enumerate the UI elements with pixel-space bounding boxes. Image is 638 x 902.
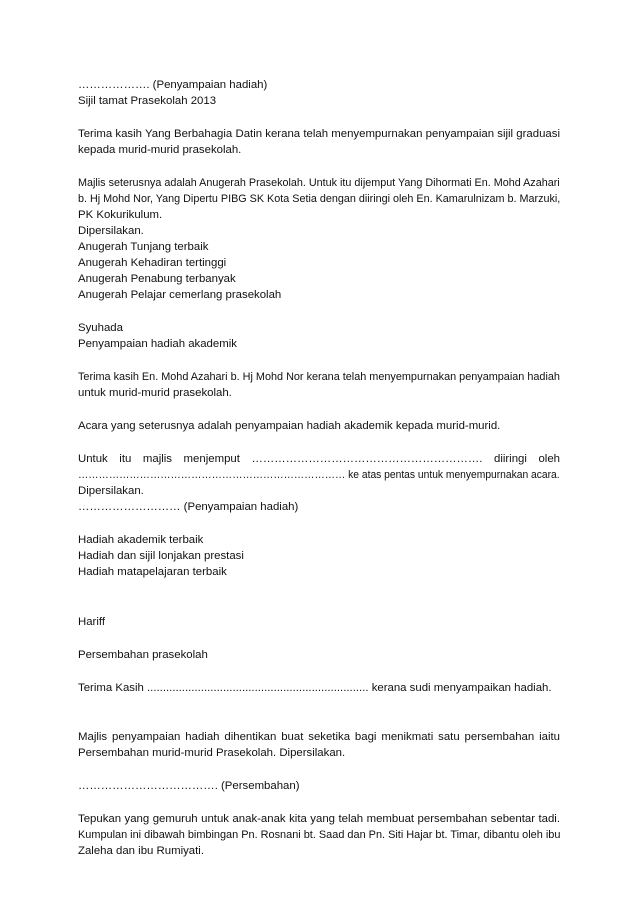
paragraph-award-line-1: Majlis seterusnya adalah Anugerah Prasekolah. Untuk itu dijemput Yang Dihormati En. Mohd Azahari xyxy=(78,177,560,189)
paragraph-award-line-2: b. Hj Mohd Nor, Yang Dipertu PIBG SK Kota Setia dengan diiringi oleh En. Kamarulnizam b. Marzuki, xyxy=(78,193,561,205)
paragraph-academic-line-1: Terima kasih En. Mohd Azahari b. Hj Mohd Nor kerana telah menyempurnakan penyampaian hadiah xyxy=(78,371,560,383)
presenter-placeholder-line: ……………………… (Penyampaian hadiah) xyxy=(78,501,299,513)
presenter-placeholder-line: ………………. (Penyampaian hadiah) xyxy=(78,79,268,91)
award-item: Anugerah Pelajar cemerlang prasekolah xyxy=(78,289,282,301)
paragraph-next-event: Acara yang seterusnya adalah penyampaian hadiah akademik kepada murid-murid. xyxy=(78,420,501,432)
speaker-name: Hariff xyxy=(78,616,106,628)
paragraph-award-line-3: PK Kokurikulum. xyxy=(78,209,163,221)
invitation-text: Dipersilakan. xyxy=(78,485,144,497)
paragraph-thanks-line-1: Terima kasih Yang Berbahagia Datin kerana telah menyempurnakan penyampaian sijil graduasi xyxy=(78,128,560,140)
award-item: Anugerah Kehadiran tertinggi xyxy=(78,257,227,269)
paragraph-performance-line-2: Persembahan murid-murid Prasekolah. Dipersilakan. xyxy=(78,747,346,759)
paragraph-applause-line-3: Zaleha dan ibu Rumiyati. xyxy=(78,845,204,857)
paragraph-applause-line-2: Kumpulan ini dibawah bimbingan Pn. Rosnani bt. Saad dan Pn. Siti Hajar bt. Timar, dibantu oleh ibu xyxy=(78,829,561,841)
prize-item: Hadiah matapelajaran terbaik xyxy=(78,566,227,578)
section-heading: Penyampaian hadiah akademik xyxy=(78,338,237,350)
paragraph-applause-line-1: Tepukan yang gemuruh untuk anak-anak kita yang telah membuat persembahan sebentar tadi. xyxy=(78,813,560,825)
prize-item: Hadiah akademik terbaik xyxy=(78,534,204,546)
prize-item: Hadiah dan sijil lonjakan prestasi xyxy=(78,550,244,562)
paragraph-academic-line-2: untuk murid-murid prasekolah. xyxy=(78,387,232,399)
performance-placeholder-line: ………………………………. (Persembahan) xyxy=(78,780,300,792)
award-item: Anugerah Penabung terbanyak xyxy=(78,273,236,285)
invitation-text: Dipersilakan. xyxy=(78,225,144,237)
paragraph-thanks-line-2: kepada murid-murid prasekolah. xyxy=(78,144,242,156)
award-item: Anugerah Tunjang terbaik xyxy=(78,241,209,253)
certificate-title: Sijil tamat Prasekolah 2013 xyxy=(78,95,217,107)
paragraph-invite-line-2: …………………………………………………………………… ke atas pentas untuk menyempurnakan acara. xyxy=(78,469,560,481)
speaker-name: Syuhada xyxy=(78,322,123,334)
section-heading: Persembahan prasekolah xyxy=(78,649,208,661)
paragraph-invite-line-1: Untuk itu majlis menjemput ……………………………………………………. diiringi oleh xyxy=(78,453,560,465)
paragraph-performance-line-1: Majlis penyampaian hadiah dihentikan buat seketika bagi menikmati satu persembahan iaitu xyxy=(78,731,560,743)
paragraph-thanks-presenter: Terima Kasih ...................................................................... kerana sudi menyampaikan hadiah. xyxy=(78,682,552,694)
